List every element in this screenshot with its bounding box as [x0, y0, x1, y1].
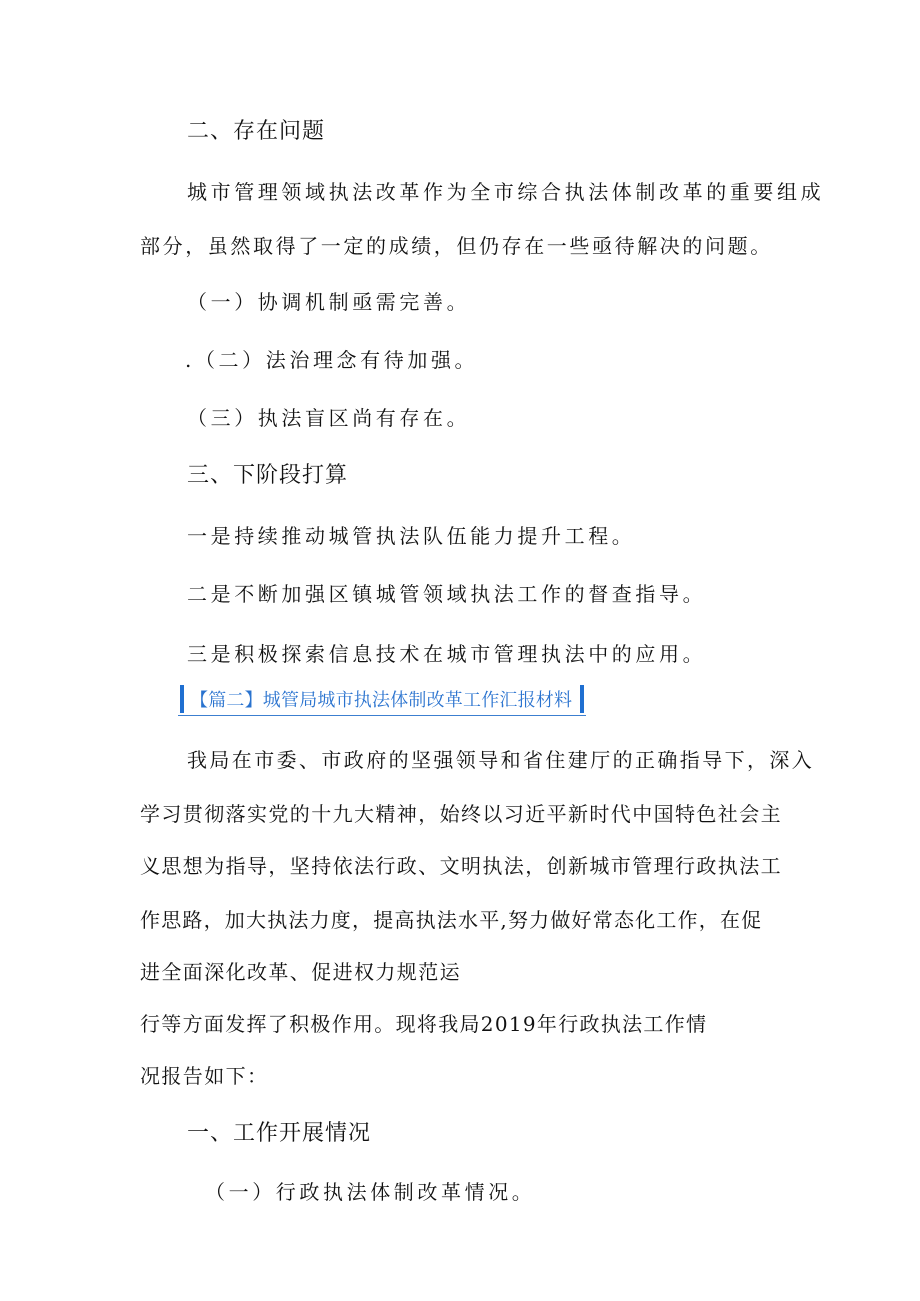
list-item-problem-3: （三）执法盲区尚有存在。: [187, 406, 471, 430]
heading-work-progress: 一、工作开展情况: [187, 1121, 372, 1146]
list-item-problem-1: （一）协调机制亟需完善。: [187, 290, 471, 314]
paragraph-intro-line-1: 城市管理领域执法改革作为全市综合执法体制改革的重要组成: [187, 180, 825, 204]
paragraph-report-line-1: 我局在市委、市政府的坚强领导和省住建厅的正确指导下，深入: [187, 748, 815, 772]
section-banner[interactable]: [178, 683, 586, 716]
list-item-problem-2: .（二）法治理念有待加强。: [185, 348, 479, 372]
heading-next-plans: 三、下阶段打算: [187, 463, 349, 488]
paragraph-report-line-5: 进全面深化改革、促进权力规范运: [140, 960, 461, 984]
section-banner-title: 【篇二】城管局城市执法体制改革工作汇报材料: [190, 690, 573, 711]
list-item-plan-2: 二是不断加强区镇城管领域执法工作的督查指导。: [187, 582, 707, 606]
paragraph-intro-line-2: 部分，虽然取得了一定的成绩，但仍存在一些亟待解决的问题。: [140, 234, 773, 258]
banner-right-bar: [580, 685, 584, 713]
list-item-plan-1: 一是持续推动城管执法队伍能力提升工程。: [187, 524, 636, 548]
paragraph-report-line-4: 作思路，加大执法力度，提高执法水平,努力做好常态化工作，在促: [140, 908, 763, 932]
paragraph-report-line-6: 行等方面发挥了积极作用。现将我局2019年行政执法工作情: [140, 1012, 708, 1036]
list-item-sub-1: （一）行政执法体制改革情况。: [205, 1180, 536, 1204]
list-item-plan-3: 三是积极探索信息技术在城市管理执法中的应用。: [187, 642, 707, 666]
paragraph-report-line-2: 学习贯彻落实党的十九大精神，始终以习近平新时代中国特色社会主: [140, 802, 782, 826]
paragraph-report-line-3: 义思想为指导，坚持依法行政、文明执法，创新城市管理行政执法工: [140, 854, 782, 878]
paragraph-report-line-7: 况报告如下：: [140, 1064, 269, 1088]
heading-existing-problems: 二、存在问题: [187, 119, 326, 144]
